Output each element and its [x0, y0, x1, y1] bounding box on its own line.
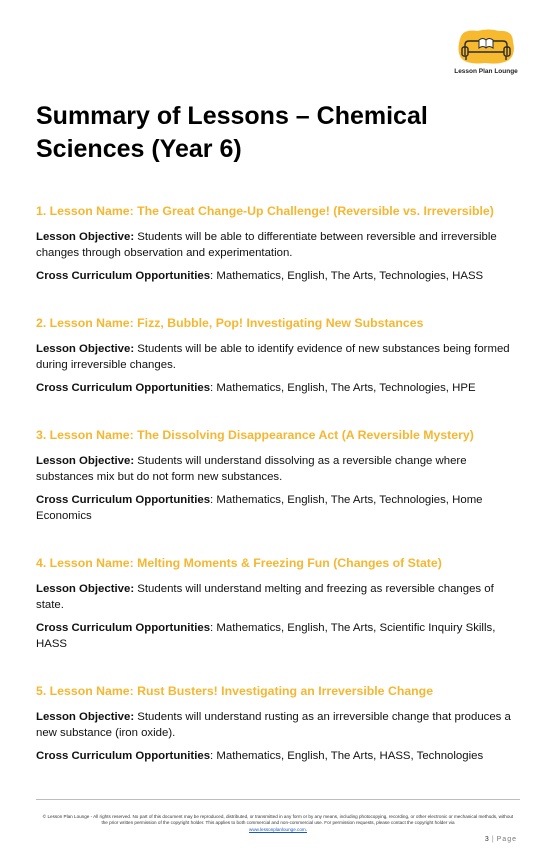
cross-curriculum-text: Mathematics, English, The Arts, HASS, Technologies [216, 750, 484, 762]
lesson-cross-curriculum: Cross Curriculum Opportunities: Mathematics, English, The Arts, Technologies, HASS [36, 270, 484, 282]
footer-copyright [40, 814, 516, 833]
lesson-item [36, 555, 520, 652]
page-title: Summary of Lessons – Chemical Sciences (Year 6) [36, 102, 428, 163]
cross-curriculum-text: Mathematics, English, The Arts, Technologies, HASS [216, 270, 484, 282]
cross-curriculum-label: Cross Curriculum Opportunities [36, 270, 211, 282]
lesson-objective [36, 341, 520, 373]
lesson-item [36, 683, 520, 764]
lesson-cross-curriculum: Cross Curriculum Opportunities: Mathematics, English, The Arts, Technologies, HPE [36, 382, 476, 394]
cross-curriculum-text: Mathematics, English, The Arts, Technologies, HPE [216, 382, 476, 394]
lesson-objective [36, 229, 520, 261]
lesson-heading: 4. Lesson Name: Melting Moments & Freezing Fun (Changes of State) [36, 556, 442, 570]
copyright-text: © Lesson Plan Lounge - All rights reserved. No part of this document may be reproduced, distributed, or transmitted in any form or by any means, including photocopying, recording, or other electronic or mechanical methods, without the prior written permission of the copyright holder. This applies to both commercial and non-commercial use. For permission requests, please contact the copyright holder via [42, 814, 514, 826]
brand-logo [451, 28, 521, 75]
page-separator: | [491, 836, 494, 843]
lesson-heading: 5. Lesson Name: Rust Busters! Investigating an Irreversible Change [36, 684, 434, 698]
lesson-heading: 3. Lesson Name: The Dissolving Disappearance Act (A Reversible Mystery) [36, 428, 474, 442]
lesson-objective [36, 709, 520, 741]
cross-curriculum-label: Cross Curriculum Opportunities [36, 382, 211, 394]
objective-text: Students will understand dissolving as a reversible change where substances mix but do not form new substances. [36, 455, 467, 483]
cross-curriculum-text: Mathematics, English, The Arts, Technologies, Home Economics [36, 494, 483, 522]
lesson-item [36, 315, 520, 396]
lesson-objective [36, 453, 520, 485]
objective-label: Lesson Objective: [36, 711, 135, 723]
lesson-cross-curriculum: Cross Curriculum Opportunities: Mathematics, English, The Arts, HASS, Technologies [36, 750, 484, 762]
cross-curriculum-label: Cross Curriculum Opportunities [36, 622, 211, 634]
lesson-item [36, 203, 520, 284]
page-word: Page [496, 836, 517, 843]
cross-curriculum-label: Cross Curriculum Opportunities [36, 750, 211, 762]
lesson-cross-curriculum: Cross Curriculum Opportunities: Mathematics, English, The Arts, Scientific Inquiry Skills, HASS [36, 622, 496, 650]
page-number-value: 3 [484, 836, 489, 843]
sofa-book-logo-icon [455, 28, 517, 66]
cross-curriculum-label: Cross Curriculum Opportunities [36, 494, 211, 506]
lesson-cross-curriculum: Cross Curriculum Opportunities: Mathematics, English, The Arts, Technologies, Home Economics [36, 494, 483, 522]
lesson-item [36, 427, 520, 524]
objective-text: Students will understand melting and freezing as reversible changes of state. [36, 583, 494, 611]
website-link[interactable]: www.lessonplanlounge.com. [249, 826, 307, 832]
lesson-heading: 2. Lesson Name: Fizz, Bubble, Pop! Investigating New Substances [36, 316, 424, 330]
objective-label: Lesson Objective: [36, 231, 135, 243]
objective-text: Students will be able to differentiate between reversible and irreversible changes through observation and experimentation. [36, 231, 497, 259]
objective-text: Students will understand rusting as an irreversible change that produces a new substance (iron oxide). [36, 711, 511, 739]
objective-label: Lesson Objective: [36, 343, 135, 355]
lesson-list [36, 203, 520, 771]
cross-curriculum-text: Mathematics, English, The Arts, Scientific Inquiry Skills, HASS [36, 622, 496, 650]
lesson-objective [36, 581, 520, 613]
footer-divider [36, 799, 520, 800]
objective-label: Lesson Objective: [36, 583, 135, 595]
page-number [485, 836, 517, 843]
brand-name: Lesson Plan Lounge [454, 68, 518, 75]
lesson-heading: 1. Lesson Name: The Great Change-Up Challenge! (Reversible vs. Irreversible) [36, 204, 494, 218]
objective-text: Students will be able to identify evidence of new substances being formed during irreversible changes. [36, 343, 510, 371]
objective-label: Lesson Objective: [36, 455, 135, 467]
